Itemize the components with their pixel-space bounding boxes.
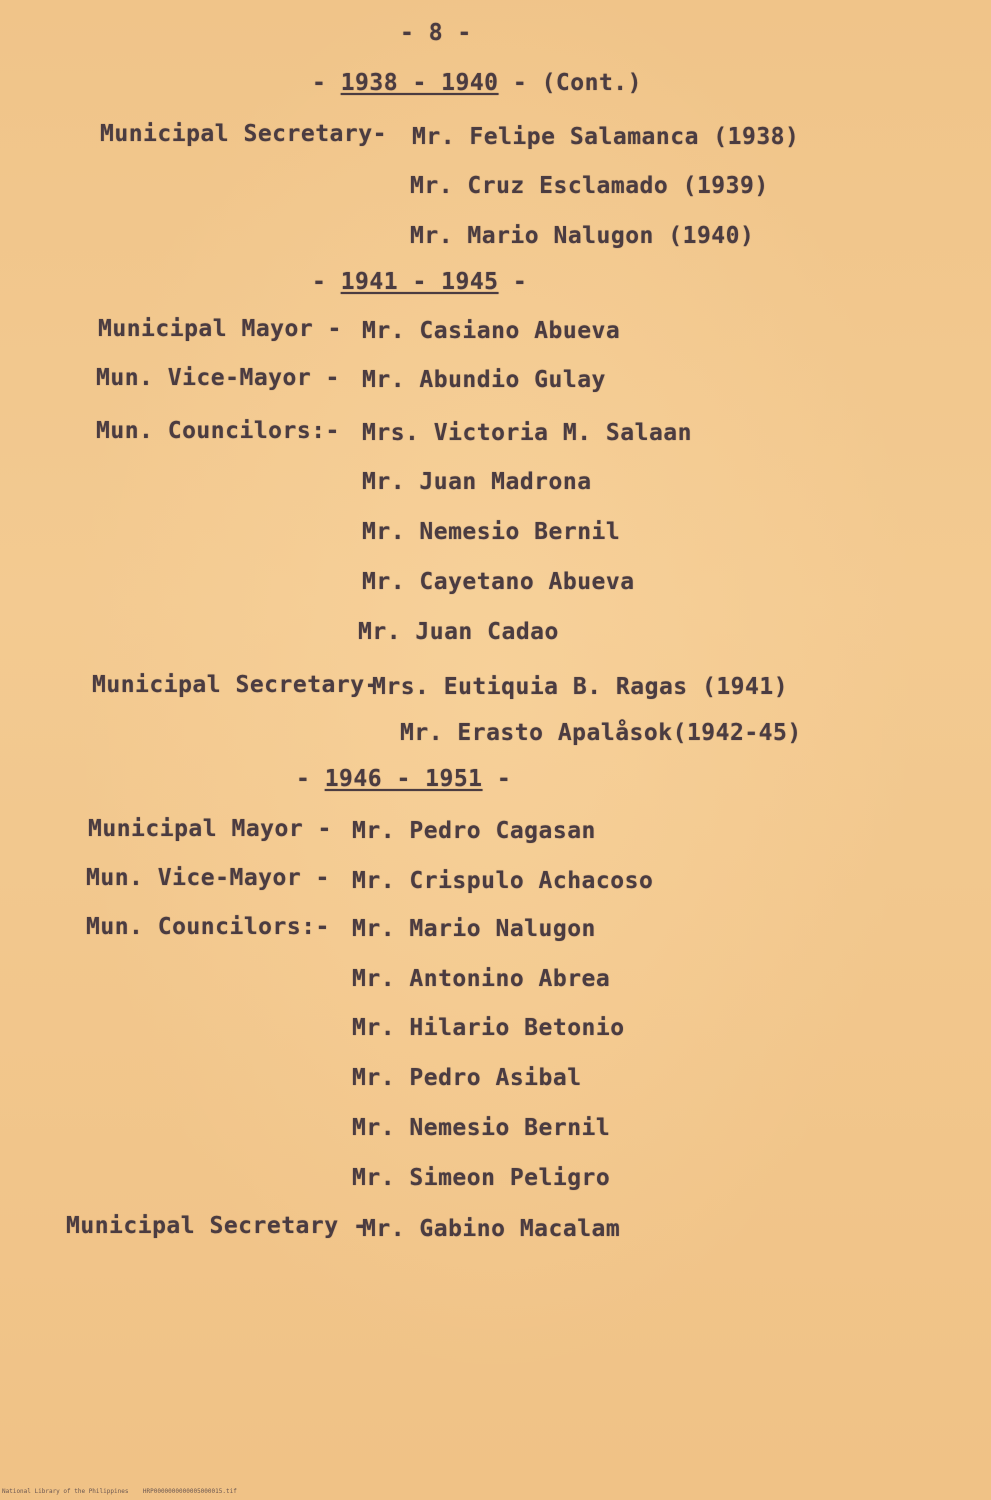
councilor-name: Mr. Hilario Betonio — [352, 1015, 625, 1041]
secretary-name: Mr. Felipe Salamanca (1938) — [412, 124, 800, 150]
councilor-name: Mr. Juan Cadao — [358, 619, 559, 645]
mayor-name: Mr. Casiano Abueva — [362, 318, 621, 344]
councilor-name: Mr. Juan Madrona — [362, 469, 592, 495]
vice-mayor-label: Mun. Vice-Mayor - — [86, 865, 330, 891]
secretary-label: Municipal Secretary- — [100, 121, 387, 147]
page-number: - 8 - — [400, 20, 472, 46]
mayor-label: Municipal Mayor - — [88, 816, 332, 842]
heading-years: 1946 - 1951 — [324, 766, 483, 792]
mayor-label: Municipal Mayor - — [98, 316, 342, 342]
section-heading-1946-1951 — [296, 768, 511, 791]
councilor-name: Mr. Nemesio Bernil — [362, 519, 621, 545]
councilor-name: Mr. Cayetano Abueva — [362, 569, 635, 595]
secretary-name: Mr. Erasto Apalåsok(1942-45) — [400, 720, 802, 746]
heading-years: 1938 - 1940 — [340, 70, 499, 96]
councilor-name: Mr. Pedro Asibal — [352, 1065, 582, 1091]
secretary-name: Mr. Cruz Esclamado (1939) — [410, 173, 769, 199]
vice-mayor-name: Mr. Crispulo Achacoso — [352, 868, 654, 894]
section-heading-1938-1940 — [312, 72, 642, 95]
section-heading-1941-1945 — [312, 271, 527, 294]
heading-years: 1941 - 1945 — [340, 269, 499, 295]
heading-prefix: - — [312, 269, 341, 295]
councilor-name: Mrs. Victoria M. Salaan — [362, 420, 692, 446]
councilors-label: Mun. Councilors:- — [86, 914, 330, 940]
secretary-name: Mr. Gabino Macalam — [362, 1216, 621, 1242]
councilors-label: Mun. Councilors:- — [96, 418, 340, 444]
councilor-name: Mr. Nemesio Bernil — [352, 1115, 611, 1141]
secretary-name: Mr. Mario Nalugon (1940) — [410, 223, 755, 249]
councilor-name: Mr. Antonino Abrea — [352, 966, 611, 992]
heading-prefix: - — [312, 70, 341, 96]
secretary-name: Mrs. Eutiquia B. Ragas (1941) — [372, 674, 789, 700]
heading-prefix: - — [296, 766, 325, 792]
secretary-label: Municipal Secretary- — [92, 672, 379, 698]
heading-suffix: - (Cont.) — [498, 70, 643, 96]
vice-mayor-label: Mun. Vice-Mayor - — [96, 365, 340, 391]
secretary-label: Municipal Secretary - — [66, 1213, 368, 1239]
councilor-name: Mr. Mario Nalugon — [352, 916, 596, 942]
heading-suffix: - — [498, 269, 528, 295]
scan-footer: National Library of the Philippines HRP0000000000005000015.tif — [2, 1488, 237, 1495]
mayor-name: Mr. Pedro Cagasan — [352, 818, 596, 844]
heading-suffix: - — [482, 766, 512, 792]
councilor-name: Mr. Simeon Peligro — [352, 1165, 611, 1191]
vice-mayor-name: Mr. Abundio Gulay — [362, 367, 606, 393]
